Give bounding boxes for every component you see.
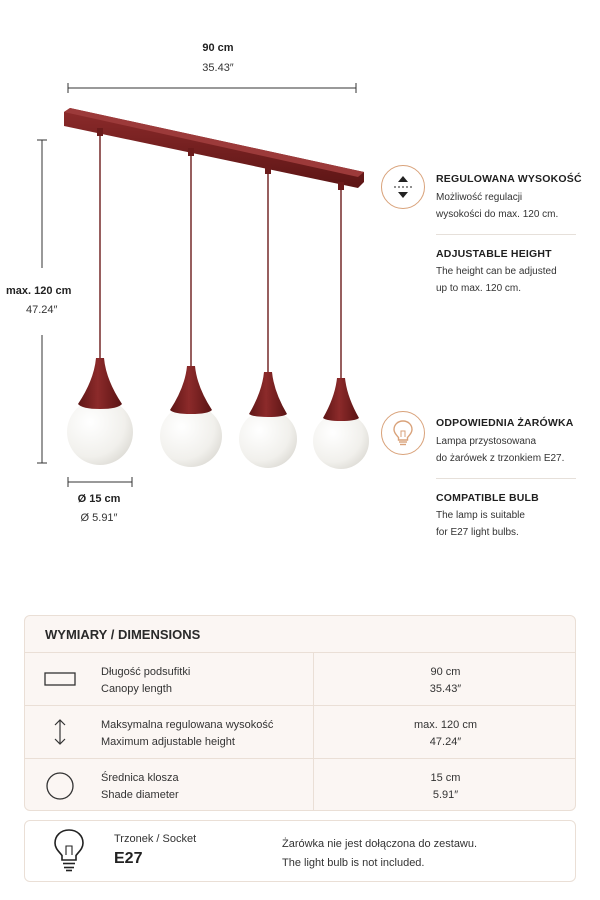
adjustable-title-pl: REGULOWANA WYSOKOŚĆ: [436, 173, 582, 185]
width-dimension-line: [68, 83, 356, 93]
row-label: Długość podsufitki Canopy length: [101, 666, 191, 695]
vertical-arrows-icon: [25, 706, 95, 758]
adjustable-text-pl: Możliwość regulacji wysokości do max. 120 cm.: [436, 192, 559, 220]
divider: [436, 478, 576, 479]
diameter-in-label: Ø 5.91″: [80, 512, 118, 524]
pendant-3: [239, 372, 297, 468]
row-value: max. 120 cm 47.24″: [313, 706, 576, 758]
pendant-4: [313, 378, 369, 469]
bulb-title-pl: ODPOWIEDNIA ŻARÓWKA: [436, 417, 574, 429]
height-cm-label: max. 120 cm: [6, 285, 72, 297]
circle-icon: [25, 759, 95, 811]
pendant-2: [160, 366, 222, 467]
dimensions-table: [24, 615, 576, 811]
table-row: [25, 653, 575, 706]
light-bulb-icon: [381, 411, 425, 455]
diameter-cm-label: Ø 15 cm: [77, 493, 121, 505]
row-value: 15 cm 5.91″: [313, 759, 576, 811]
bulb-text-en: The lamp is suitable for E27 light bulbs.: [436, 510, 525, 538]
canopy-bar: [64, 108, 364, 188]
width-in-label: 35.43″: [202, 62, 234, 74]
height-dimension-line: [37, 140, 47, 463]
bulb-text-pl: Lampa przystosowana do żarówek z trzonkiem E27.: [436, 436, 565, 464]
table-row: [25, 706, 575, 759]
row-value: 90 cm 35.43″: [313, 653, 576, 705]
row-label: Średnica klosza Shade diameter: [101, 772, 179, 801]
rectangle-icon: [25, 653, 95, 705]
adjustable-title-en: ADJUSTABLE HEIGHT: [436, 248, 552, 260]
socket-label: Trzonek / Socket: [114, 833, 197, 845]
diameter-dimension-line: [68, 477, 132, 487]
adjust-height-icon: [381, 165, 425, 209]
table-row: [25, 759, 575, 811]
pendant-1: [67, 358, 133, 465]
bulb-title-en: COMPATIBLE BULB: [436, 492, 539, 504]
table-heading: WYMIARY / DIMENSIONS: [25, 616, 575, 653]
row-label: Maksymalna regulowana wysokość Maximum adjustable height: [101, 719, 274, 748]
bulb-not-included-note: Żarówka nie jest dołączona do zestawu. The light bulb is not included.: [282, 838, 478, 869]
width-cm-label: 90 cm: [202, 42, 234, 54]
divider: [436, 234, 576, 235]
light-bulb-icon: [52, 828, 86, 879]
height-in-label: 47.24″: [26, 304, 58, 316]
socket-value: E27: [114, 850, 143, 867]
adjustable-text-en: The height can be adjusted up to max. 120 cm.: [436, 266, 557, 294]
